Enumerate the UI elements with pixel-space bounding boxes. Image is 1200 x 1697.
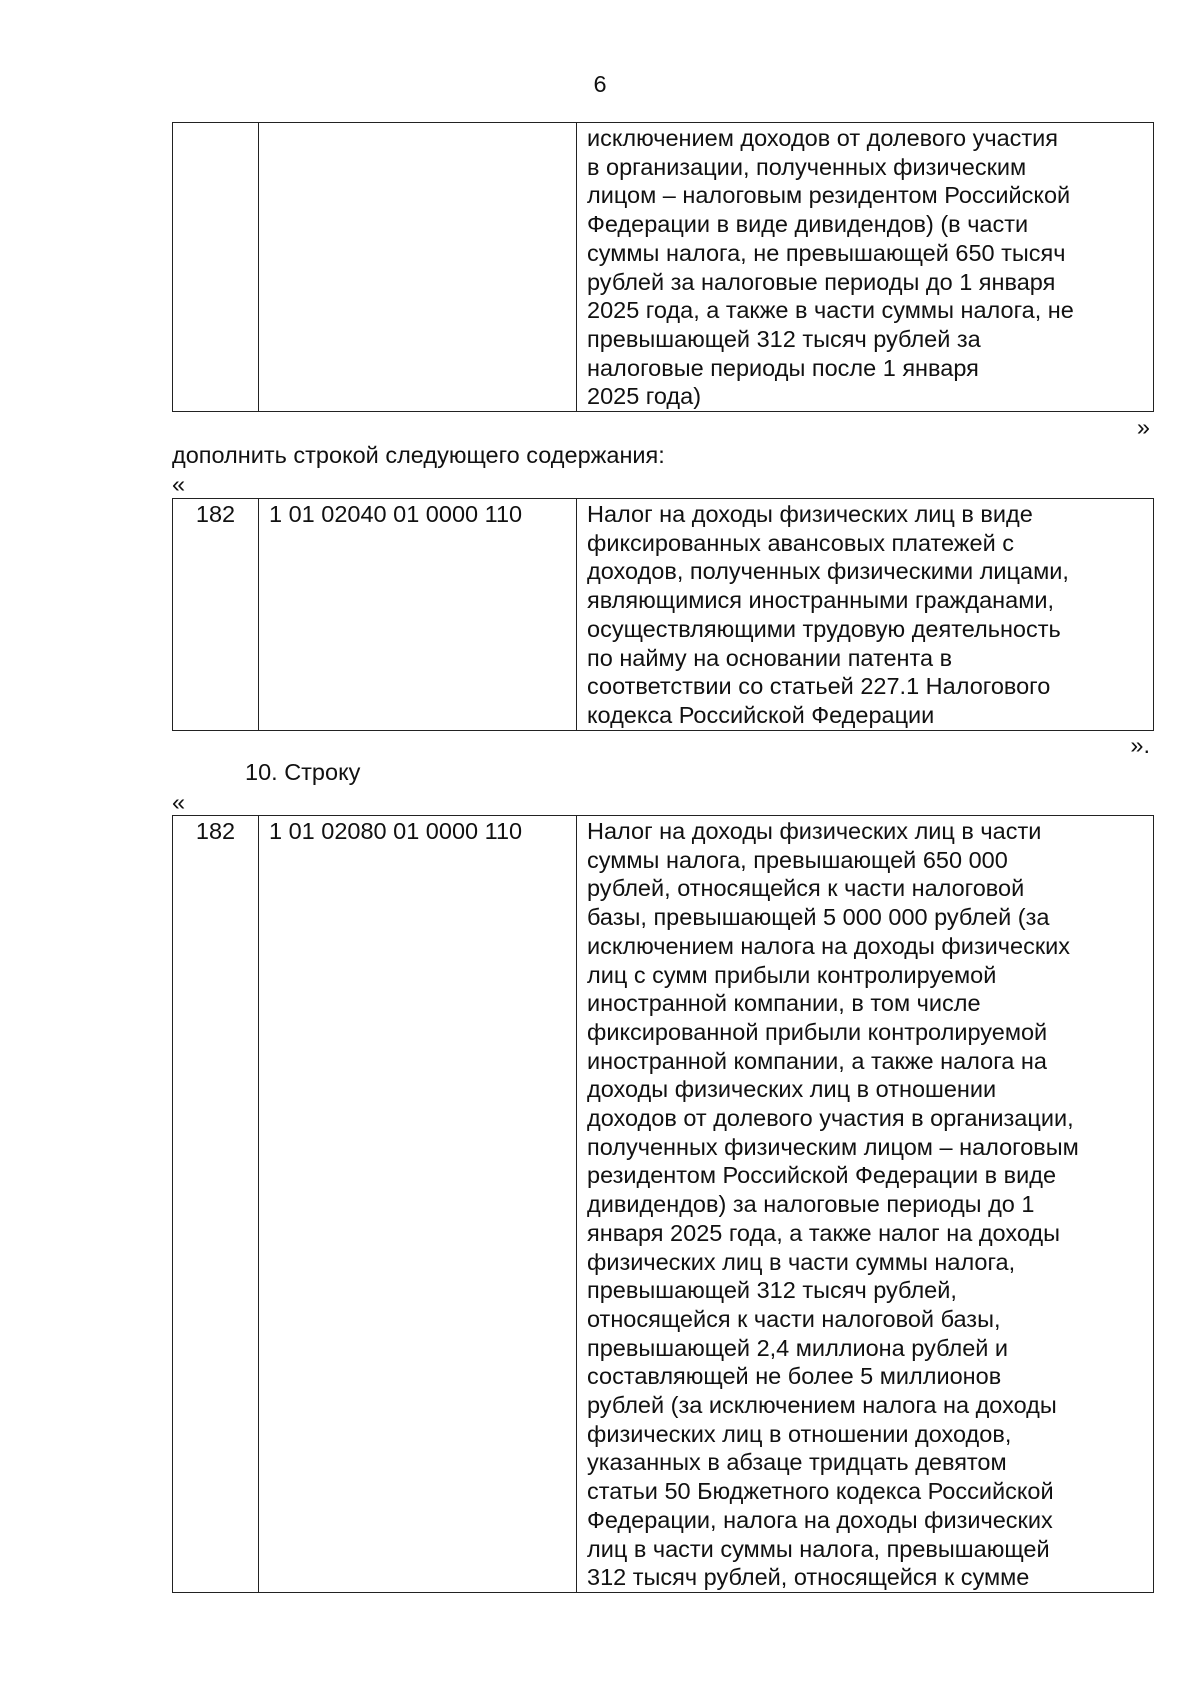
budget-table-replaced-row [172, 815, 1154, 1593]
table-row [173, 499, 1154, 731]
admin-code-cell [173, 816, 259, 1593]
kbk-cell [259, 499, 577, 731]
kbk-code: 1 01 02080 01 0000 110 [269, 818, 523, 844]
description-text: Налог на доходы физических лиц в виде фиксированных авансовых платежей с доходов, полученных физическими лицами, являющимися иностранными гражданами, осуществляющими трудовую деятельность по найму на основании патента в соответствии со статьей 227.1 Налогового кодекса Российской Федерации [587, 501, 1069, 728]
opening-quote: « [172, 471, 186, 497]
admin-code-cell [173, 499, 259, 731]
kbk-cell [259, 123, 577, 412]
closing-quote: ». [1130, 732, 1150, 758]
admin-code: 182 [195, 818, 236, 844]
table-row [173, 123, 1154, 412]
opening-quote: « [172, 789, 186, 815]
description-text: исключением доходов от долевого участия в организации, полученных физическим лицом – налоговым резидентом Российской Федерации в виде дивидендов) (в части суммы налога, не превышающей 650 тысяч рублей за налоговые периоды до 1 января 2025 года, а также в части суммы налога, не превышающей 312 тысяч рублей за налоговые периоды после 1 января 2025 года) [587, 125, 1074, 410]
kbk-code: 1 01 02040 01 0000 110 [269, 501, 523, 527]
admin-code: 182 [195, 501, 236, 527]
budget-table-continued [172, 122, 1154, 412]
budget-table-new-row [172, 498, 1154, 731]
page-number: 6 [593, 71, 607, 97]
description-cell [577, 816, 1154, 1593]
closing-quote: » [1136, 414, 1150, 440]
table-row [173, 816, 1154, 1593]
item-10-heading: 10. Строку [245, 759, 361, 785]
paragraph-supplement: дополнить строкой следующего содержания: [172, 442, 665, 468]
description-text: Налог на доходы физических лиц в части суммы налога, превышающей 650 000 рублей, относящейся к части налоговой базы, превышающей 5 000 000 рублей (за исключением налога на доходы физических лиц с сумм прибыли контролируемой иностранной компании, в том числе фиксированной прибыли контролируемой иностранной компании, а также налога на доходы физических лиц в отношении доходов от долевого участия в организации, полученных физическим лицом – налоговым резидентом Российской Федерации в виде дивидендов) за налоговые периоды до 1 января 2025 года, а также налог на доходы физических лиц в части суммы налога, превышающей 312 тысяч рублей, относящейся к части налоговой базы, превышающей 2,4 миллиона рублей и составляющей не более 5 миллионов рублей (за исключением налога на доходы физических лиц в отношении доходов, указанных в абзаце тридцать девятом статьи 50 Бюджетного кодекса Российской Федерации, налога на доходы физических лиц в части суммы налога, превышающей 312 тысяч рублей, относящейся к сумме [587, 818, 1079, 1591]
admin-code-cell [173, 123, 259, 412]
description-cell [577, 123, 1154, 412]
description-cell [577, 499, 1154, 731]
kbk-cell [259, 816, 577, 1593]
